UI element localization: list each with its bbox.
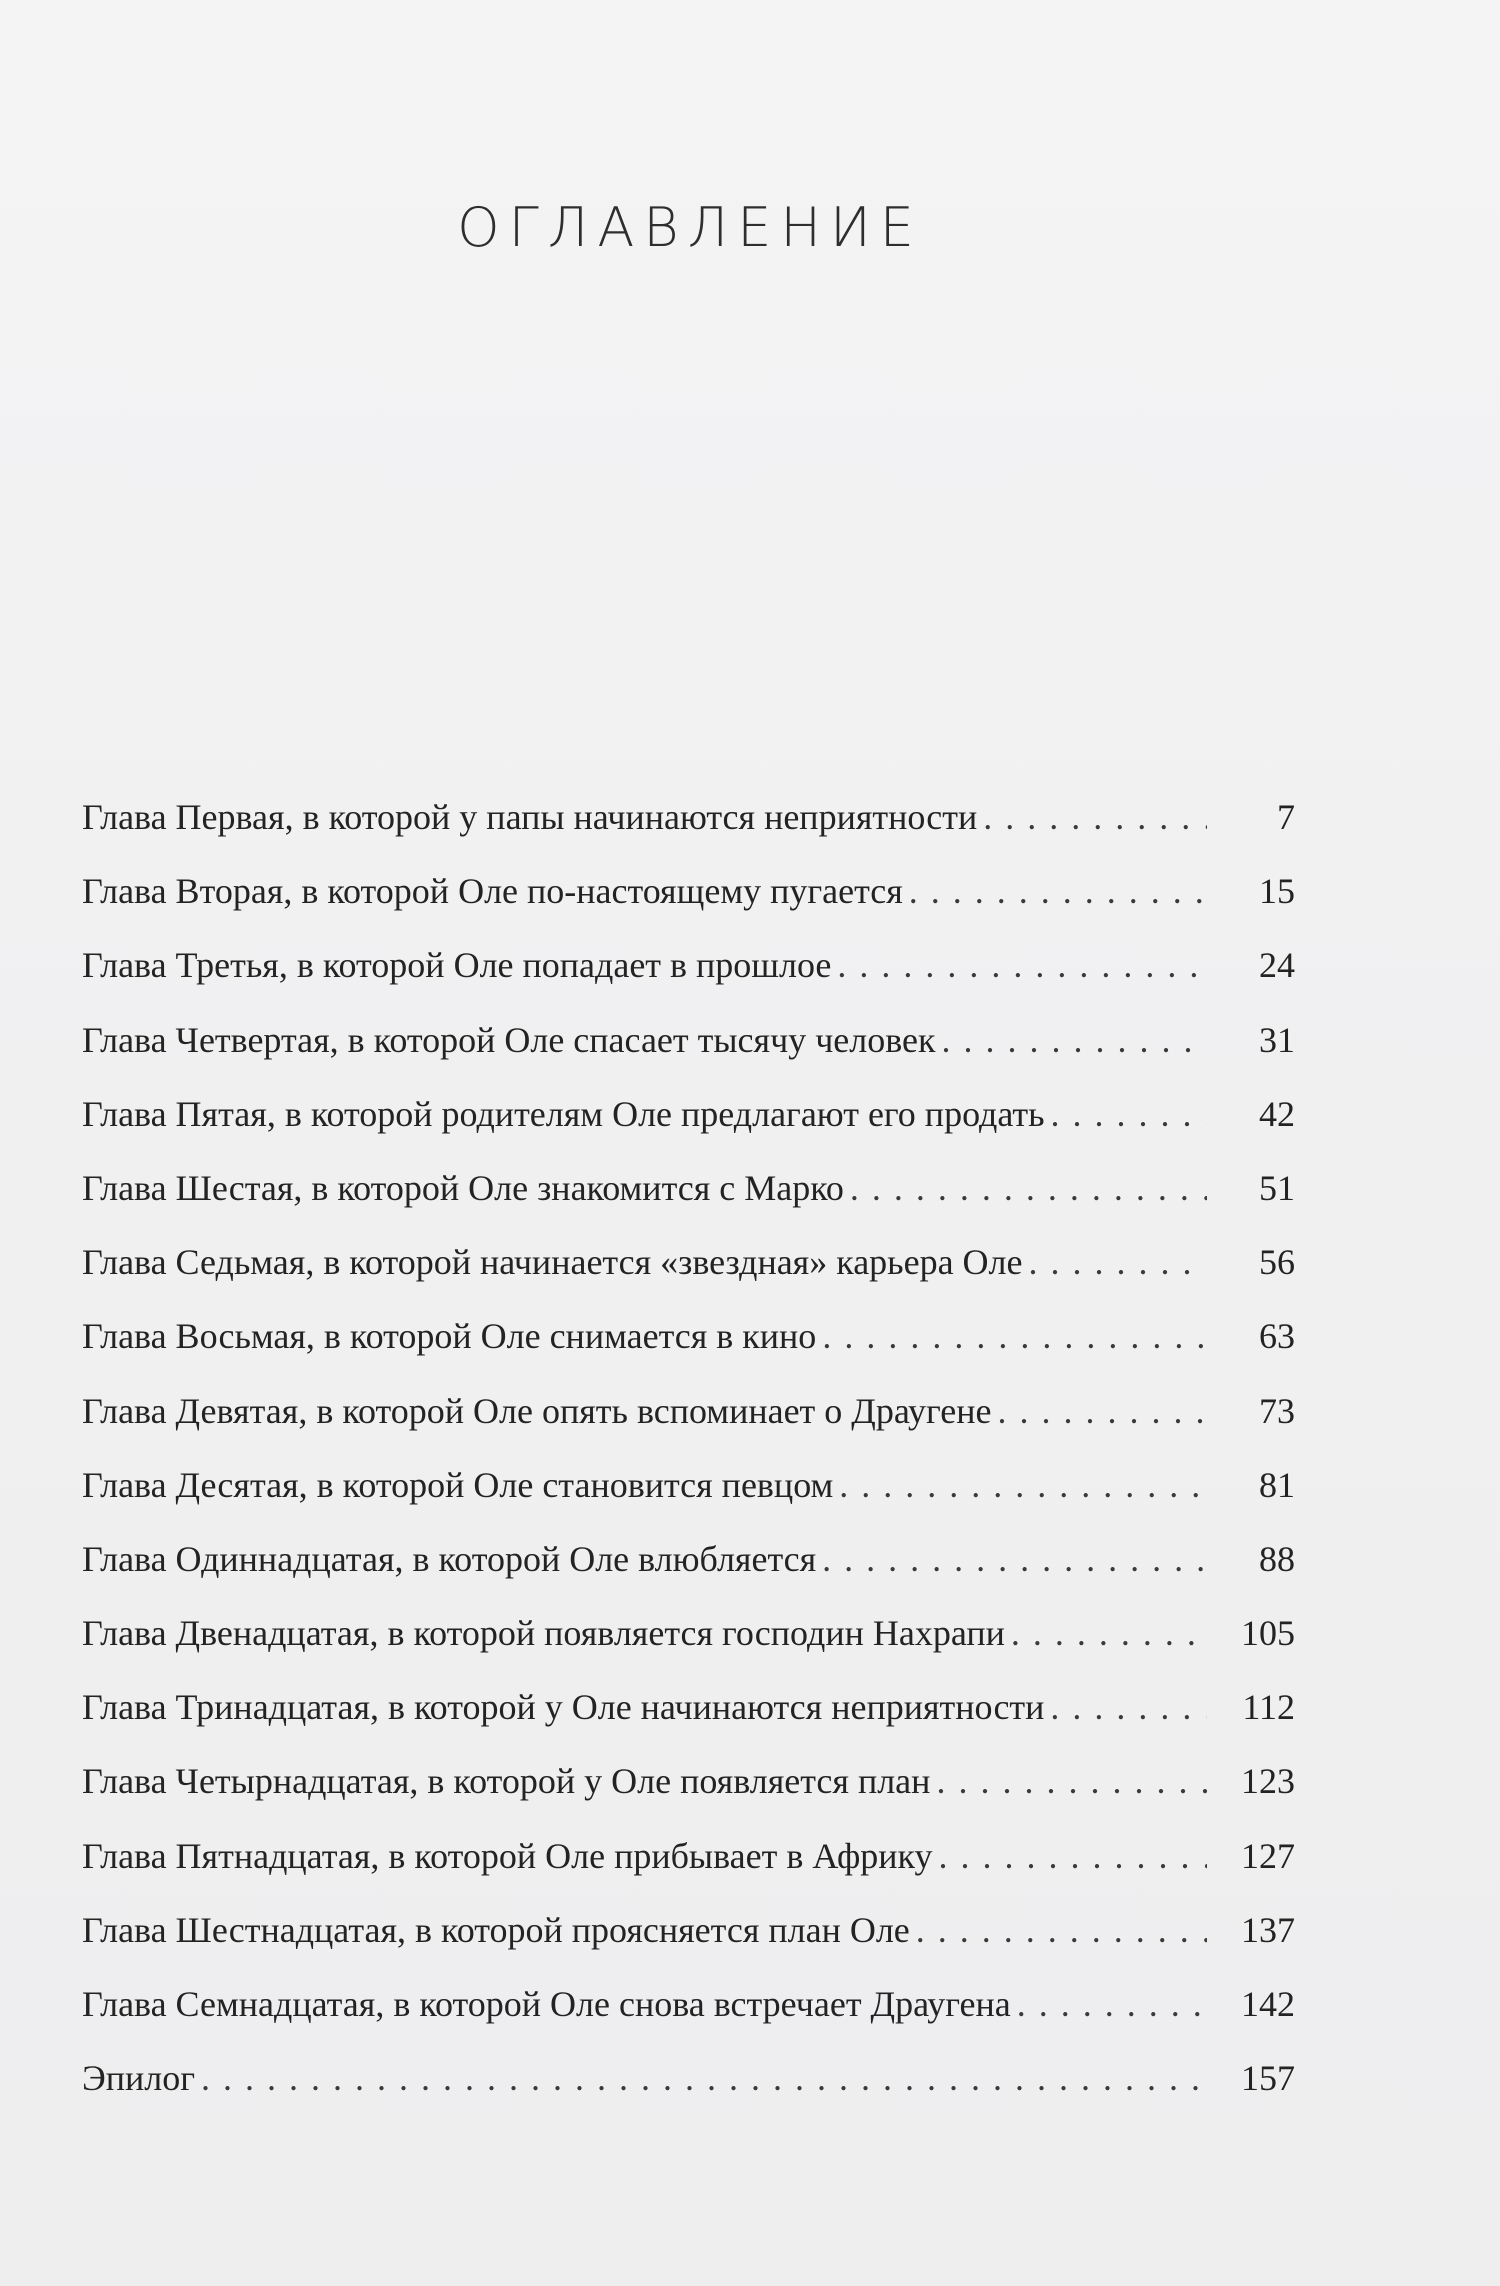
toc-entry-page-number: 56: [1259, 1242, 1295, 1283]
toc-entry-page-number: 142: [1241, 1984, 1295, 2024]
toc-entry-title: Глава Одиннадцатая, в которой Оле влюбляется: [82, 1538, 817, 1579]
toc-entry: [82, 1225, 1295, 1299]
toc-dot-leader: [1050, 1670, 1207, 1744]
toc-entry: [82, 1893, 1295, 1967]
toc-entry: [82, 1967, 1295, 2041]
toc-entry: [82, 1003, 1295, 1077]
toc-entry-page-number: 24: [1259, 945, 1295, 986]
toc-entry: [82, 1670, 1295, 1744]
toc-entry-title: Глава Вторая, в которой Оле по-настоящему пугается: [82, 871, 903, 912]
toc-entry-title: Глава Шестнадцатая, в которой проясняется план Оле: [82, 1909, 910, 1950]
toc-entry: [82, 1448, 1295, 1522]
toc-entry-title: Глава Четырнадцатая, в которой у Оле появляется план: [82, 1761, 931, 1802]
toc-entry-title: Глава Семнадцатая, в которой Оле снова встречает Драугена: [82, 1984, 1011, 2024]
toc-entry: [82, 1819, 1295, 1893]
toc-dot-leader: [201, 2041, 1207, 2115]
page-title: ОГЛАВЛЕНИЕ: [457, 196, 923, 260]
toc-dot-leader: [916, 1893, 1207, 1967]
toc-entry-page-number: 137: [1241, 1909, 1295, 1950]
toc-entry-title: Глава Седьмая, в которой начинается «звездная» карьера Оле: [82, 1242, 1023, 1283]
toc-entry-page-number: 123: [1241, 1761, 1295, 1802]
toc-entry-page-number: 73: [1259, 1390, 1295, 1431]
toc-entry: [82, 854, 1295, 928]
toc-entry-page-number: 112: [1242, 1687, 1295, 1728]
toc-entry-title: Глава Пятнадцатая, в которой Оле прибывает в Африку: [82, 1835, 933, 1876]
toc-entry-title: Глава Пятая, в которой родителям Оле предлагают его продать: [82, 1093, 1045, 1134]
toc-entry: [82, 1299, 1295, 1373]
toc-entry: [82, 1522, 1295, 1596]
toc-entry-page-number: 7: [1277, 797, 1295, 837]
toc-entry: [82, 2041, 1295, 2115]
toc-entry-title: Глава Третья, в которой Оле попадает в прошлое: [82, 945, 832, 986]
toc-dot-leader: [983, 780, 1207, 854]
toc-entry-page-number: 31: [1259, 1019, 1295, 1060]
toc-entry: [82, 1744, 1295, 1818]
toc-entry-title: Глава Тринадцатая, в которой у Оле начинаются неприятности: [82, 1687, 1045, 1728]
toc-dot-leader: [822, 1522, 1207, 1596]
toc-entry-page-number: 63: [1259, 1316, 1295, 1357]
toc-dot-leader: [839, 1448, 1207, 1522]
toc-dot-leader: [1028, 1225, 1207, 1299]
toc-dot-leader: [822, 1299, 1207, 1373]
toc-entry: [82, 1596, 1295, 1670]
toc-entry-page-number: 15: [1259, 871, 1295, 912]
toc-entry: [82, 1151, 1295, 1225]
toc-dot-leader: [998, 1374, 1207, 1448]
table-of-contents: [82, 780, 1295, 2115]
toc-entry-title: Глава Двенадцатая, в которой появляется господин Нахрапи: [82, 1613, 1005, 1654]
toc-dot-leader: [837, 928, 1207, 1002]
toc-dot-leader: [909, 854, 1207, 928]
toc-entry-title: Глава Четвертая, в которой Оле спасает тысячу человек: [82, 1019, 936, 1060]
toc-dot-leader: [1017, 1967, 1207, 2041]
toc-entry-page-number: 81: [1259, 1464, 1295, 1505]
toc-entry-page-number: 51: [1259, 1167, 1295, 1208]
toc-entry-title: Глава Девятая, в которой Оле опять вспоминает о Драугене: [82, 1390, 992, 1431]
toc-entry-title: Глава Десятая, в которой Оле становится певцом: [82, 1464, 834, 1505]
toc-entry: [82, 928, 1295, 1002]
toc-entry-title: Эпилог: [82, 2058, 196, 2099]
toc-dot-leader: [1051, 1077, 1207, 1151]
toc-entry-title: Глава Шестая, в которой Оле знакомится с Марко: [82, 1167, 844, 1208]
toc-entry-title: Глава Восьмая, в которой Оле снимается в кино: [82, 1316, 817, 1357]
toc-dot-leader: [942, 1003, 1207, 1077]
toc-entry-page-number: 157: [1241, 2058, 1295, 2099]
toc-entry-page-number: 105: [1241, 1613, 1295, 1654]
toc-dot-leader: [1011, 1596, 1207, 1670]
toc-dot-leader: [936, 1744, 1207, 1818]
toc-dot-leader: [850, 1151, 1207, 1225]
toc-entry: [82, 780, 1295, 854]
toc-dot-leader: [939, 1819, 1207, 1893]
toc-entry-title: Глава Первая, в которой у папы начинаются неприятности: [82, 797, 978, 837]
toc-entry-page-number: 127: [1241, 1835, 1295, 1876]
toc-entry-page-number: 42: [1259, 1093, 1295, 1134]
toc-entry: [82, 1077, 1295, 1151]
toc-entry: [82, 1374, 1295, 1448]
toc-entry-page-number: 88: [1259, 1538, 1295, 1579]
